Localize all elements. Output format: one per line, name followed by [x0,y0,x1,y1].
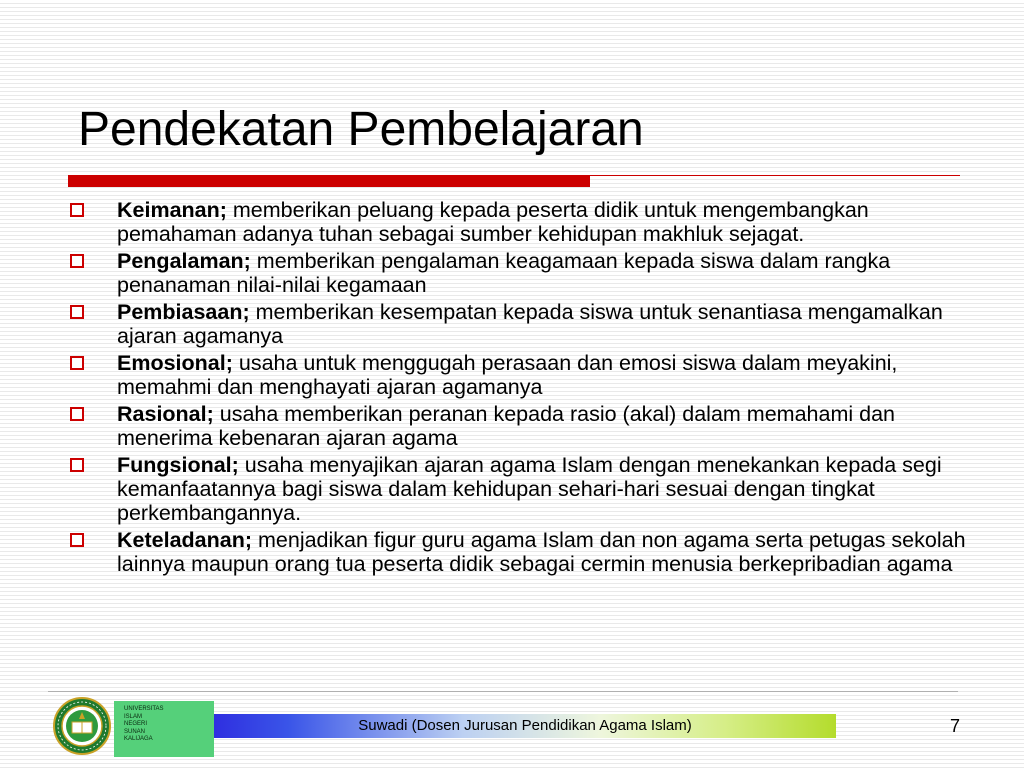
footer-author-role: (Dosen Jurusan Pendidikan Agama Islam) [407,717,692,734]
title-underline-rule [590,175,960,176]
footer-divider [48,691,958,692]
item-term: Pembiasaan; [117,300,250,324]
item-description: memberikan peluang kepada peserta didik untuk mengembangkan pemahaman adanya tuhan sebagai sumber kehidupan makhluk sejagat. [117,198,869,246]
square-bullet-icon [70,533,84,547]
item-term: Keimanan; [117,198,227,222]
approach-list [68,198,968,579]
list-item [68,453,968,525]
square-bullet-icon [70,407,84,421]
title-underline-bar [68,175,590,187]
page-number: 7 [950,716,961,736]
university-name-label [114,701,214,757]
university-name-line: NEGERI [124,721,148,727]
list-item [68,351,968,399]
square-bullet-icon [70,458,84,472]
item-description: usaha menyajikan ajaran agama Islam dengan menekankan kepada segi kemanfaatannya bagi siswa dalam kehidupan sehari-hari sesuai dengan tingkat perkembangannya. [117,453,942,525]
list-item [68,249,968,297]
item-description: usaha memberikan peranan kepada rasio (akal) dalam memahami dan menerima kebenaran ajaran agama [117,402,895,450]
square-bullet-icon [70,203,84,217]
university-name-line: KALIJAGA [124,736,153,742]
item-term: Fungsional; [117,453,239,477]
slide-title: Pendekatan Pembelajaran [78,103,644,156]
item-term: Emosional; [117,351,233,375]
university-name-line: SUNAN [124,728,146,735]
university-name-line: UNIVERSITAS [124,706,164,712]
university-name-line: ISLAM [124,713,143,720]
list-item [68,528,968,576]
item-term: Rasional; [117,402,214,426]
item-term: Keteladanan; [117,528,253,552]
square-bullet-icon [70,305,84,319]
footer-credit [214,714,836,738]
footer-author: Suwadi [358,717,408,734]
list-item [68,402,968,450]
item-term: Pengalaman; [117,249,251,273]
item-description: menjadikan figur guru agama Islam dan non agama serta petugas sekolah lainnya maupun orang tua peserta didik sebagai cermin menusia berkepribadian agama [117,528,966,576]
item-description: memberikan pengalaman keagamaan kepada siswa dalam rangka penanaman nilai-nilai kegamaan [117,249,891,297]
square-bullet-icon [70,356,84,370]
item-description: usaha untuk menggugah perasaan dan emosi siswa dalam meyakini, memahmi dan menghayati ajaran agamanya [117,351,898,399]
list-item [68,300,968,348]
list-item [68,198,968,246]
item-description: memberikan kesempatan kepada siswa untuk senantiasa mengamalkan ajaran agamanya [117,300,943,348]
square-bullet-icon [70,254,84,268]
university-emblem-icon [52,696,112,756]
